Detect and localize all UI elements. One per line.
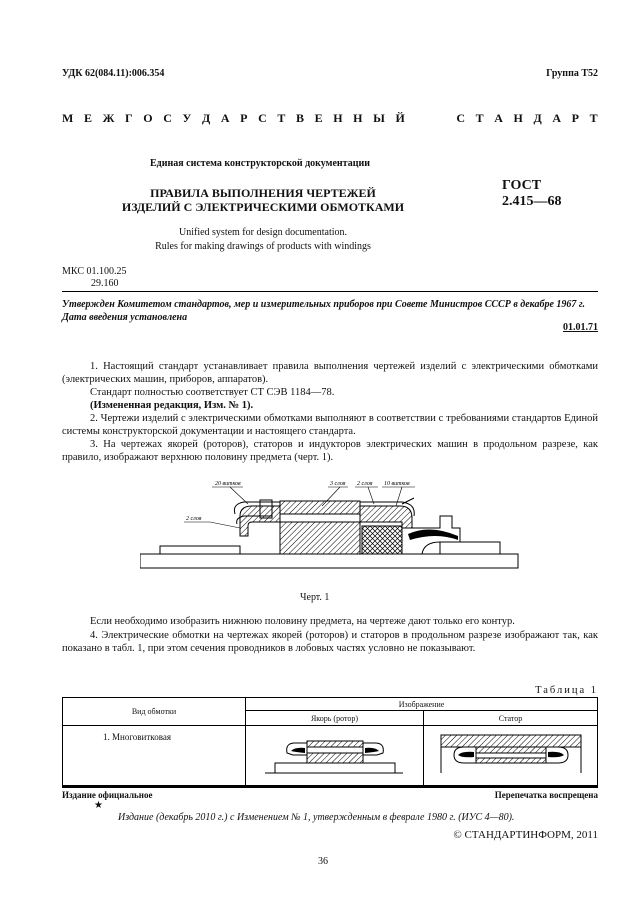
divider bbox=[62, 291, 598, 292]
label-2-layers-top: 2 слоя bbox=[357, 481, 373, 487]
table-row-multiturn: 1. Многовитковая bbox=[63, 726, 246, 786]
figure-1-drawing bbox=[140, 476, 520, 581]
title-line-2: ИЗДЕЛИЙ С ЭЛЕКТРИЧЕСКИМИ ОБМОТКАМИ bbox=[121, 200, 405, 214]
table-1 bbox=[62, 697, 598, 786]
interstate-letter: Д bbox=[533, 111, 542, 125]
paragraph-1-compliance: Стандарт полностью соответствует СТ СЭВ 1184—78. bbox=[90, 387, 335, 398]
mks-line-1: МКС 01.100.25 bbox=[62, 266, 127, 277]
udk-code: УДК 62(084.11):006.354 bbox=[62, 68, 165, 79]
table-header-stator: Статор bbox=[424, 711, 598, 726]
title-line-1: ПРАВИЛА ВЫПОЛНЕНИЯ ЧЕРТЕЖЕЙ bbox=[150, 186, 376, 200]
interstate-letter: А bbox=[220, 111, 230, 125]
interstate-letter: В bbox=[295, 111, 304, 125]
paragraph-2: 2. Чертежи изделий с электрическими обмотками выполняют в соответствии с требованиями стандартов Единой системы конструкторской документации и настоящего стандарта. bbox=[62, 413, 598, 437]
introduction-date: 01.01.71 bbox=[563, 322, 598, 333]
mks-codes bbox=[62, 266, 126, 290]
table-cell-stator-drawing bbox=[424, 726, 598, 786]
interstate-letter: Н bbox=[353, 111, 363, 125]
official-edition: Издание официальное bbox=[62, 790, 153, 800]
gost-number bbox=[502, 178, 562, 210]
interstate-letter bbox=[429, 111, 432, 126]
edition-note: Издание (декабрь 2010 г.) с Изменением № 1, утвержденным в феврале 1980 г. (ИУС 4—80). bbox=[118, 812, 515, 823]
interstate-letter: У bbox=[182, 111, 192, 125]
interstate-letter: Т bbox=[277, 111, 286, 125]
paragraph-1-change: (Измененная редакция, Изм. № 1). bbox=[90, 400, 254, 411]
interstate-letter: Н bbox=[333, 111, 343, 125]
system-name: Единая система конструкторской документации bbox=[150, 158, 370, 169]
english-title-line-1: Unified system for design documentation. bbox=[178, 227, 348, 238]
interstate-letter: С bbox=[258, 111, 267, 125]
interstate-letter: Ж bbox=[102, 111, 115, 125]
table-header-image: Изображение bbox=[246, 698, 598, 711]
interstate-letter: Ы bbox=[373, 111, 385, 125]
table-header-winding-type: Вид обмотки bbox=[63, 698, 246, 726]
paragraph-3: 3. На чертежах якорей (роторов), статоров и индукторов электрических машин в продольном разрезе, как правило, изображают верхнюю половину предмета (черт. 1). bbox=[62, 439, 598, 463]
english-title bbox=[118, 226, 408, 254]
interstate-letter: С bbox=[163, 111, 172, 125]
interstate-letter bbox=[443, 111, 446, 126]
star-mark: ★ bbox=[94, 800, 103, 811]
label-2-layers-left: 2 слоя bbox=[186, 516, 202, 522]
table-1-caption: Таблица 1 bbox=[535, 685, 598, 696]
paragraph-4: 4. Электрические обмотки на чертежах якорей (роторов) и статоров в продольном разрезе изображают так, как показано в табл. 1, при этом сечения проводников в лобовых частях условно не показывают. bbox=[62, 630, 598, 654]
figure-1-caption: Черт. 1 bbox=[300, 592, 330, 603]
mks-line-2: 29.160 bbox=[91, 278, 119, 289]
footer-divider bbox=[62, 786, 598, 788]
table-cell-armature-drawing bbox=[246, 726, 424, 786]
label-20-turns: 20 витков bbox=[215, 481, 241, 487]
reprint-prohibited: Перепечатка воспрещена bbox=[494, 790, 598, 800]
approval-note: Утвержден Комитетом стандартов, мер и измерительных приборов при Совете Министров СССР в декабре 1967 г. Дата введения установлена bbox=[62, 299, 585, 323]
label-3-layers: 3 слоя bbox=[330, 481, 346, 487]
interstate-letter: А bbox=[552, 111, 561, 125]
paragraph-1: 1. Настоящий стандарт устанавливает правила выполнения чертежей изделий с электрическими обмотками (электрических машин, приборов, аппаратов). bbox=[62, 361, 598, 385]
english-title-line-2: Rules for making drawings of products with windings bbox=[155, 241, 371, 252]
interstate-standard-heading bbox=[62, 111, 598, 126]
page-number: 36 bbox=[318, 856, 328, 867]
table-header-armature: Якорь (ротор) bbox=[246, 711, 424, 726]
armature-winding-drawing bbox=[265, 733, 405, 777]
interstate-letter: М bbox=[62, 111, 74, 125]
interstate-letter: Г bbox=[125, 111, 133, 125]
interstate-letter: Й bbox=[395, 111, 405, 125]
interstate-letter: Е bbox=[314, 111, 323, 125]
interstate-letter: Д bbox=[201, 111, 211, 125]
gost-label: ГОСТ bbox=[502, 178, 542, 193]
gost-code: 2.415—68 bbox=[502, 194, 562, 209]
interstate-letter bbox=[415, 111, 418, 126]
interstate-letter: Р bbox=[571, 111, 579, 125]
stator-winding-drawing bbox=[436, 733, 586, 777]
document-title bbox=[118, 186, 408, 214]
interstate-letter: Н bbox=[513, 111, 523, 125]
interstate-letter: Т bbox=[589, 111, 598, 125]
interstate-letter: Е bbox=[83, 111, 92, 125]
interstate-letter: А bbox=[494, 111, 503, 125]
interstate-letter: С bbox=[456, 111, 465, 125]
paragraph-lower-half: Если необходимо изобразить нижнюю половину предмета, на чертеже дают только его контур. bbox=[90, 616, 515, 627]
label-10-turns: 10 витков bbox=[384, 481, 410, 487]
interstate-letter: Т bbox=[475, 111, 484, 125]
copyright: © СТАНДАРТИНФОРМ, 2011 bbox=[453, 829, 598, 841]
interstate-letter: Р bbox=[240, 111, 248, 125]
interstate-letter: О bbox=[143, 111, 153, 125]
group-code: Группа Т52 bbox=[546, 68, 598, 79]
